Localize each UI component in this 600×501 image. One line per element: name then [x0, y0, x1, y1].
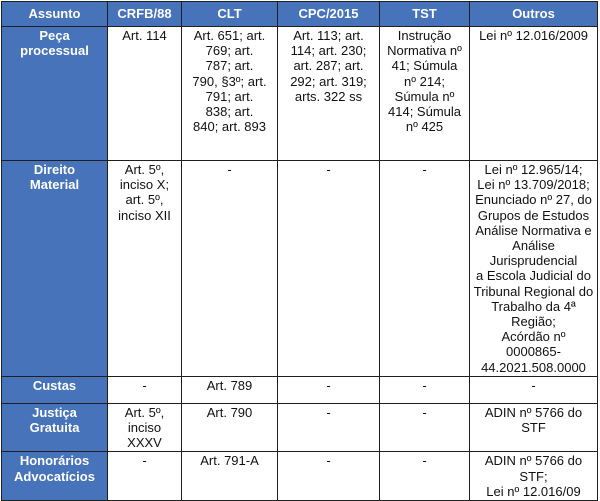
cell-line: 840; art. 893 [193, 119, 266, 135]
clt-cell [182, 376, 278, 403]
cell-line: art. 287; art. [293, 58, 364, 74]
row-subject-cell [2, 376, 108, 403]
crfb-cell [108, 452, 182, 501]
table-row-honorarios-advocaticios [2, 452, 598, 501]
crfb-cell [108, 376, 182, 403]
cell-line: 769; art. [205, 43, 254, 59]
cell-line: - [422, 377, 427, 393]
cell-line: inciso XII [118, 207, 171, 223]
table-header-row [2, 2, 598, 27]
cell-line: - [422, 162, 427, 177]
cell-line: - [326, 453, 331, 469]
cell-line: 791; art. [205, 88, 254, 104]
cell-line: 838; art. [205, 104, 254, 120]
cell-line: Art. 791-A [200, 453, 259, 469]
cell-line: Lei nº 12.016/2009 [479, 28, 588, 43]
outros-cell [470, 376, 598, 403]
cell-line: Direito [33, 162, 76, 177]
cell-line: Art. 651; art. [193, 28, 266, 43]
header-assunto: Assunto [2, 2, 108, 27]
cell-line: Justiça [32, 404, 77, 420]
cell-line: - [142, 453, 147, 469]
cell-line: arts. 322 ss [294, 88, 363, 104]
tst-cell [380, 161, 470, 377]
cell-line: nº 425 [405, 119, 444, 135]
cell-line: Honorários [19, 453, 90, 469]
cell-line: - [422, 404, 427, 420]
table-row-peca-processual [2, 27, 598, 161]
cell-line: Instrução [397, 28, 452, 43]
cell-line: Análise Normativa e [475, 222, 592, 238]
cpc-cell [278, 161, 380, 377]
cell-line: Súmula nº [394, 88, 455, 104]
outros-cell [470, 27, 598, 161]
legislation-table [1, 1, 598, 501]
cell-line: - [227, 162, 232, 177]
cpc-cell [278, 403, 380, 452]
table-row-custas [2, 376, 598, 403]
cell-line: - [531, 377, 536, 393]
cell-line: Tribunal Regional do [473, 283, 594, 299]
cell-line: 790, §3º; art. [192, 73, 267, 89]
cell-line: Gratuita [29, 420, 80, 436]
crfb-cell [108, 403, 182, 452]
cell-line: Grupos de Estudos [477, 207, 590, 223]
outros-cell [470, 403, 598, 452]
outros-cell [470, 452, 598, 501]
cell-line: Lei nº 13.709/2018; [477, 177, 590, 193]
cell-line: 114; art. 230; [290, 43, 367, 59]
cell-line: Custas [32, 377, 77, 393]
cpc-cell [278, 452, 380, 501]
cell-line: Acórdão nº 0000865- [501, 329, 566, 360]
header-crfb88: CRFB/88 [108, 2, 182, 27]
cpc-cell [278, 376, 380, 403]
cell-line: Enunciado nº 27, do [475, 192, 592, 208]
cell-line: Art. 789 [206, 377, 253, 393]
cell-line: 41; Súmula [391, 58, 458, 74]
row-subject-cell [2, 403, 108, 452]
cpc-cell [278, 27, 380, 161]
clt-cell [182, 27, 278, 161]
cell-line: Material [29, 177, 80, 193]
cell-line: Lei nº 12.016/09 [486, 483, 581, 499]
cell-line: - [326, 404, 331, 420]
cell-line: ADIN nº 5766 do STF [484, 404, 583, 436]
clt-cell [182, 161, 278, 377]
header-outros: Outros [470, 2, 598, 27]
cell-line: inciso XXXV [127, 420, 162, 451]
tst-cell [380, 27, 470, 161]
cell-line: Art. 5º, [124, 162, 165, 177]
cell-line: Art. 5º, [124, 404, 165, 420]
cell-line: inciso X; [119, 177, 170, 193]
cell-line: - [422, 453, 427, 469]
cell-line: Advocatícios [14, 468, 95, 484]
legislation-table-container [1, 1, 598, 501]
clt-cell [182, 452, 278, 501]
row-subject-cell [2, 161, 108, 377]
cell-line: art. 5º, [125, 192, 164, 208]
cell-line: ADIN nº 5766 do STF; [484, 453, 583, 484]
tst-cell [380, 403, 470, 452]
header-cpc2015: CPC/2015 [278, 2, 380, 27]
row-subject-cell [2, 27, 108, 161]
cell-line: 292; art. 319; [290, 73, 367, 89]
cell-line: Trabalho da 4ª Região; [491, 298, 576, 330]
cell-line: Normativa nº [387, 43, 462, 59]
cell-line: nº 214; [404, 73, 445, 89]
clt-cell [182, 403, 278, 452]
crfb-cell [108, 27, 182, 161]
table-row-justica-gratuita [2, 403, 598, 452]
cell-line: 414; Súmula [388, 104, 461, 120]
outros-cell [470, 161, 598, 377]
header-clt: CLT [182, 2, 278, 27]
cell-line: Art. 114 [122, 28, 167, 43]
cell-line: - [142, 377, 147, 393]
cell-line: - [326, 377, 331, 393]
cell-line: Análise Jurisprudencial [489, 238, 578, 269]
tst-cell [380, 376, 470, 403]
cell-line: processual [20, 43, 89, 59]
crfb-cell [108, 161, 182, 377]
cell-line: Peça [39, 28, 70, 43]
table-row-direito-material [2, 161, 598, 377]
cell-line: a Escola Judicial do [476, 268, 591, 284]
cell-line: 44.2021.508.0000 [481, 359, 586, 375]
header-tst: TST [380, 2, 470, 27]
row-subject-cell [2, 452, 108, 501]
cell-line: Art. 113; art. [293, 28, 364, 43]
cell-line: 787; art. [205, 58, 254, 74]
cell-line: Lei nº 12.965/14; [484, 162, 583, 177]
tst-cell [380, 452, 470, 501]
cell-line: Art. 790 [206, 404, 253, 420]
cell-line: - [326, 162, 331, 177]
